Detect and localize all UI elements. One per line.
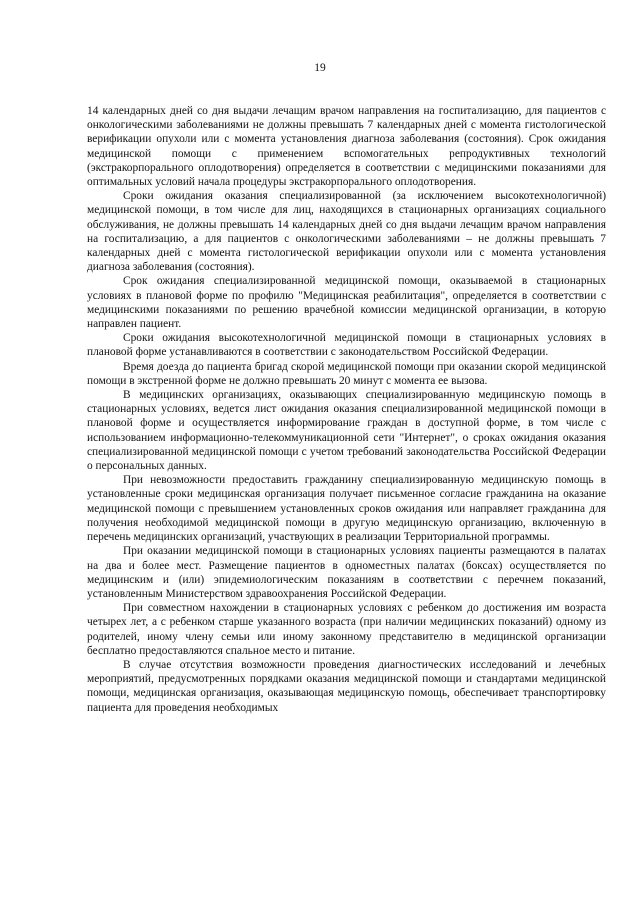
paragraph-5: Время доезда до пациента бригад скорой медицинской помощи при оказании скорой медицинской помощи в экстренной форме не должно превышать 20 минут с момента ее вызова.	[87, 360, 606, 387]
paragraph-6: В медицинских организациях, оказывающих специализированную медицинскую помощь в стационарных условиях, ведется лист ожидания оказания специализированной медицинской помощи в плановой форме и осуществляется информирование граждан в доступной форме, в том числе с использованием информационно-телекоммуникационной сети "Интернет", о сроках ожидания оказания специализированной медицинской помощи с учетом требований законодательства Российской Федерации о персональных данных.	[87, 389, 606, 473]
paragraph-10: В случае отсутствия возможности проведения диагностических исследований и лечебных мероприятий, предусмотренных порядками оказания медицинской помощи и стандартами медицинской помощи, медицинская организация, оказывающая медицинскую помощь, обеспечивает транспортировку пациента для проведения необходимых	[87, 658, 606, 714]
paragraph-7: При невозможности предоставить гражданину специализированную медицинскую помощь в установленные сроки медицинская организация получает письменное согласие гражданина на оказание медицинской помощи с превышением установленных сроков ожидания или направляет гражданина для получения необходимой медицинской помощи в другую медицинскую организацию, включенную в перечень медицинских организаций, участвующих в реализации Территориальной программы.	[87, 474, 606, 544]
paragraph-3: Срок ожидания специализированной медицинской помощи, оказываемой в стационарных условиях в плановой форме по профилю "Медицинская реабилитация", определяется в соответствии с медицинскими показаниями по решению врачебной комиссии медицинской организации, в которую направлен пациент.	[87, 275, 606, 331]
paragraph-8: При оказании медицинской помощи в стационарных условиях пациенты размещаются в палатах на два и более мест. Размещение пациентов в одноместных палатах (боксах) осуществляется по медицинским и (или) эпидемиологическим показаниям в соответствии с перечнем показаний, установленным Министерством здравоохранения Российской Федерации.	[87, 545, 606, 600]
paragraph-2: Сроки ожидания оказания специализированной (за исключением высокотехнологичной) медицинской помощи, в том числе для лиц, находящихся в стационарных организациях социального обслуживания, не должны превышать 14 календарных дней со дня выдачи лечащим врачом направления на госпитализацию, а для пациентов с онкологическими заболеваниями – не должны превышать 7 календарных дней с момента гистологической верификации опухоли или с момента установления диагноза заболевания (состояния).	[87, 190, 606, 274]
paragraph-4: Сроки ожидания высокотехнологичной медицинской помощи в стационарных условиях в плановой форме устанавливаются в соответствии с законодательством Российской Федерации.	[87, 332, 606, 359]
page-number: 19	[314, 62, 326, 74]
paragraph-1: 14 календарных дней со дня выдачи лечащим врачом направления на госпитализацию, для пациентов с онкологическими заболеваниями не должны превышать 7 календарных дней с момента гистологической верификации опухоли или с момента установления диагноза заболевания (состояния). Срок ожидания медицинской помощи с применением вспомогательных репродуктивных технологий (экстракорпорального оплодотворения) определяется в соответствии с медицинскими показаниями для оптимальных условий начала процедуры экстракорпорального оплодотворения.	[87, 105, 606, 189]
document-body	[87, 104, 606, 715]
paragraph-9: При совместном нахождении в стационарных условиях с ребенком до достижения им возраста четырех лет, а с ребенком старше указанного возраста (при наличии медицинских показаний) одному из родителей, иному члену семьи или иному законному представителю в медицинской организации бесплатно предоставляются спальное место и питание.	[87, 602, 606, 657]
